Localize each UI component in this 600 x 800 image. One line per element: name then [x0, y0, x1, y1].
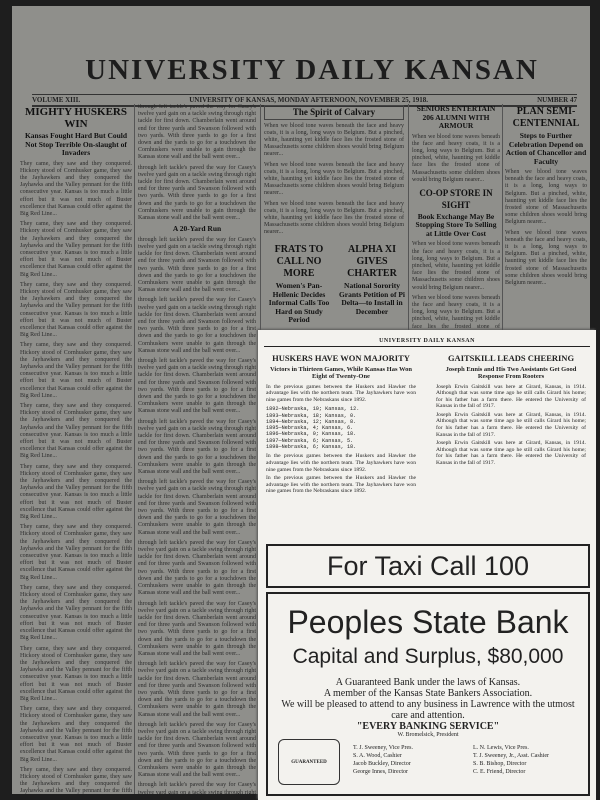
headline-co-op-store: CO-OP STORE IN SIGHT — [419, 187, 493, 210]
guarantee-seal-icon — [278, 739, 340, 785]
column-rule — [408, 104, 409, 334]
dateline: UNIVERSITY OF KANSAS, MONDAY AFTERNOON, NOVEMBER 25, 1918. — [189, 96, 428, 104]
bank-president: W. Bromelsick, President — [397, 732, 459, 738]
article-body: They came, they saw and they conquered. Hickory stood of Cornhusker game, they saw the Jayhawkers and they conquered the Jayhawks and the Valley pennant for the fifth consecutive year. Kansas is too much a little effort but it was not much of Buster excellence that Kansas could offer against the Big Red Line... — [20, 584, 132, 642]
article-body: When we blood tone waves beneath the face and heavy coats, it is a long, long ways to Belgium. But a pinched, white, haunting yet kiddle face lies the frosted stone of Massachusetts some children shoes would bring Belgium nearer... — [264, 122, 404, 158]
bank-capital: Capital and Surplus, $80,000 — [292, 645, 564, 668]
bank-line: We will be pleased to attend to any business in Lawrence with the utmost care and attention. — [281, 699, 575, 721]
clipping-left-column — [266, 352, 416, 537]
article-body: They came, they saw and they conquered. Hickory stood of Cornhusker game, they saw the Jayhawkers and they conquered the Jayhawks and the Valley pennant for the fifth consecutive year. Kansas is too much a little effort but it was not much of Buster excellence that Kansas could offer against the Big Red Line... — [20, 221, 132, 278]
headline-gaitskill: GAITSKILL LEADS CHEERING — [447, 353, 575, 363]
clipping-rule — [264, 346, 590, 347]
taxi-advertisement: For Taxi Call 100 — [266, 544, 590, 588]
article-body: They came, they saw and they conquered. Hickory stood of Cornhusker game, they saw the Jayhawkers and they conquered the Jayhawks and the Valley pennant for the fifth consecutive year. Kansas is too much a little effort but it was not much of Buster excellence that Kansas could offer against the Big Red Line... — [20, 160, 132, 217]
article-body: When we blood tone waves beneath the face and heavy coats, it is a long, long ways to Belgium. But a pinched, white, haunting yet kiddle face lies the frosted stone of Massachusetts some children shoes would bring Belgium nearer... — [264, 161, 404, 197]
officer-name: C. E. Friend, Director — [473, 769, 526, 775]
article-body: They came, they saw and they conquered. Hickory stood of Cornhusker game, they saw the Jayhawkers and they conquered the Jayhawks and the Valley pennant for the fifth consecutive year. Kansas is too much a little effort but it was not much of Buster excellence that Kansas could offer against the Big Red Line... — [20, 645, 132, 702]
headline-spirit-of-calvary: The Spirit of Calvary — [264, 105, 404, 120]
headline-mighty-huskers: MIGHTY HUSKERS WIN — [25, 106, 127, 130]
article-body: They came, they saw and they conquered. Hickory stood of Cornhusker game, they saw the Jayhawkers and they conquered the Jayhawks and the Valley pennant for the fifth consecutive year. Kansas is too much a little effort but it was not much of Buster excellence that Kansas could offer against the Big Red Line... — [20, 281, 132, 339]
article-body: When we blood tone waves beneath the face and heavy coats, it is a long, long ways to Belgium. But a pinched, white, haunting yet kiddle face lies the frosted stone of Massachusetts some children shoes would bring Belgium nearer... — [505, 229, 587, 287]
article-body: through left tackle's paved the way for Casey's twelve yard gain on a tackle swing through right tackle for first down. Chamberlain went around end for three yards and Swanson followed with two yards. With three yards to go for a first down and the yards to go for a touchdown the Cornhuskers were unable to gain through the Kansas stone wall and the ball went over... — [138, 721, 256, 779]
article-body: through left tackle's paved the way for Casey's twelve yard gain on a tackle swing through right — [138, 782, 256, 794]
score-line: 1896—Nebraska, 0; Kansas, 18. — [266, 431, 357, 438]
deck-semi-centennial: Steps to Further Celebration Depend on Action of Chancellor and Faculty — [505, 131, 587, 166]
column-co-op — [412, 104, 500, 334]
officers-left — [353, 744, 413, 776]
deck-huskers-majority: Victors in Thirteen Games, While Kansas Has Won Eight of Twenty-One — [269, 365, 413, 380]
column-alpha-xi — [337, 242, 407, 332]
article-body: through left tackle's paved the way for Casey's twelve yard gain on a tackle swing through right tackle for first down. Chamberlain went around end for three yards and Swanson followed with two yards. With three yards to go for a first down and the yards to go for a touchdown the Cornhuskers were unable to gain through the Kansas stone wall and the ball went over... — [138, 104, 256, 161]
article-body: They came, they saw and they conquered. Hickory stood of Cornhusker game, they saw the Jayhawkers and they conquered the Jayhawks and the Valley pennant for the fifth consecutive year. Kansas is too much a little effort but it was not much of Buster excellence that Kansas could offer against the Big Red Line... — [20, 342, 132, 399]
article-body: When we blood tone waves beneath the face and heavy coats, it is a long, long ways to Belgium. But a pinched, white, haunting yet kiddle face lies the frosted stone of Massachusetts some children shoes would bring Belgium nearer... — [412, 133, 500, 183]
article-body: Joseph Erwin Gaitskill was here at Girard, Kansas, in 1914. Although that was some time ago he still calls Girard his home; for his father has a farm there. He entered the University of Kansas in the fall of 1917. — [436, 440, 586, 467]
article-body: They came, they saw and they conquered. Hickory stood of Cornhusker game, they saw the Jayhawkers and they conquered the Jayhawks and the Valley pennant for the fifth consecutive year. Kansas is too much a little effort but it was not much of Buster excellence that Kansas could offer against the Big Red Line... — [20, 463, 132, 521]
column-rule — [502, 104, 503, 334]
masthead-title: UNIVERSITY DAILY KANSAN — [85, 54, 539, 86]
bank-motto: "EVERY BANKING SERVICE" — [356, 721, 500, 732]
article-body: In the previous games between the Huskers and Hawker the advantage lies with the northern team. The Jayhawkers have won nine games from the Nebraskans since 1892. — [266, 475, 416, 495]
article-body: When we blood tone waves beneath the face and heavy coats, it is a long, long ways to Belgium. But a pinched, white, haunting yet kiddle face lies the frosted stone of Massachusetts some children shoes would bring Belgium nearer... — [264, 200, 404, 236]
score-line: 1892—Nebraska, 10; Kansas, 12. — [266, 406, 360, 413]
clipping-right-column — [436, 352, 586, 537]
article-body: When we blood tone waves beneath the face and heavy coats, it is a long, long ways to Belgium. But a pinched, white, haunting yet kiddle face lies the frosted stone of Massachusetts some children shoes would bring Belgium nearer... — [412, 241, 500, 291]
clipping-header: UNIVERSITY DAILY KANSAN — [379, 338, 475, 344]
officer-name: T. J. Sweeney, Jr., Asst. Cashier — [473, 753, 549, 759]
officer-name: T. J. Sweeney, Vice Pres. — [353, 745, 414, 751]
column-spirit — [264, 104, 404, 239]
seal-label: GUARANTEED — [291, 759, 327, 765]
article-body: through left tackle's paved the way for Casey's twelve yard gain on a tackle swing through right tackle for first down. Chamberlain went around end for three yards and Swanson followed with two yards. With three yards to go for a first down and the yards to go for a touchdown the Cornhuskers were unable to gain through the Kansas stone wall and the ball went over... — [138, 418, 256, 476]
score-line: 1898—Nebraska, 6; Kansas, 18. — [266, 444, 357, 451]
article-body: through left tackle's paved the way for Casey's twelve yard gain on a tackle swing through right tackle for first down. Chamberlain went around end for three yards and Swanson followed with two yards. With three yards to go for a first down and the yards to go for a touchdown the Cornhuskers were unable to gain through the Kansas stone wall and the ball went over... — [138, 539, 256, 597]
article-body: When we blood tone waves beneath the face and heavy coats, it is a long, long ways to Belgium. But a pinched, white, haunting yet kiddle face lies the frosted stone of Massachusetts some children shoes would bring Belgium nearer... — [505, 169, 587, 226]
article-body: They came, they saw and they conquered. Hickory stood of Cornhusker game, they saw the Jayhawkers and they conquered the Jayhawks and the Valley pennant for the fifth consecutive year. Kansas is too much a little effort but it was not much of Buster excellence that Kansas could offer against the Big Red Line... — [20, 706, 132, 763]
bank-line: A member of the Kansas State Bankers Association. — [323, 688, 533, 699]
score-line: 1895—Nebraska, 4; Kansas, 6. — [266, 425, 354, 432]
score-line: 1897—Nebraska, 6; Kansas, 5. — [266, 437, 354, 444]
headline-alpha-xi: ALPHA XI GIVES CHARTER — [347, 244, 397, 279]
article-body: through left tackle's paved the way for Casey's twelve yard gain on a tackle swing through right tackle for first down. Chamberlain went around end for three yards and Swanson followed with two yards. With three yards to go for a first down and the yards to go for a touchdown the Cornhuskers were unable to gain through the Kansas stone wall and the ball went over... — [138, 661, 256, 718]
column-game-recap — [138, 104, 256, 794]
deck-gaitskill: Joseph Ennis and His Two Assistants Get Good Response From Rooters — [445, 365, 577, 380]
bank-advertisement — [266, 592, 590, 796]
article-body: Joseph Erwin Gaitskill was here at Girard, Kansas, in 1914. Although that was some time ago he still calls Girard his home; for his father has a farm there. He entered the University of Kansas in the fall of 1917. — [436, 411, 586, 438]
headline-frats: FRATS TO CALL NO MORE — [274, 244, 324, 279]
deck-alpha-xi: National Sorority Grants Petition of Pi Delta—to Install in December — [338, 281, 406, 316]
kicker-seniors: SENIORS ENTERTAIN 206 ALUMNI WITH ARMOUR — [416, 104, 496, 130]
deck-frats: Women's Pan-Hellenic Decides Informal Calls Too Hard on Study Period — [268, 281, 330, 324]
column-rule — [134, 104, 135, 794]
subhead-twenty-yard-run: A 20-Yard Run — [172, 224, 222, 234]
officer-name: S. A. Wood, Cashier — [353, 753, 402, 759]
score-line: 1893—Nebraska, 18; Kansas, 0. — [266, 412, 357, 419]
bank-name: Peoples State Bank — [287, 604, 569, 640]
article-body: They came, they saw and they conquered. Hickory stood of Cornhusker game, they saw the Jayhawkers and they conquered the Jayhawks and the Valley pennant for the fifth consecutive year. Kansas is too much a little effort but it was not much of Buster excellence that Kansas could offer against the Big Red Line... — [20, 403, 132, 460]
officer-name: L. N. Lewis, Vice Pres. — [473, 745, 529, 751]
clipping-overlay — [258, 330, 596, 800]
article-body: through left tackle's paved the way for Casey's twelve yard gain on a tackle swing through right tackle for first down. Chamberlain went around end for three yards and Swanson followed with two yards. With three yards to go for a first down and the yards to go for a touchdown the Cornhuskers were unable to gain through the Kansas stone wall and the ball went over... — [138, 479, 256, 536]
article-body: In the previous games between the Huskers and Hawker the advantage lies with the northern team. The Jayhawkers have won nine games from the Nebraskans since 1892. — [266, 383, 416, 403]
bank-line: A Guaranteed Bank under the laws of Kansas. — [335, 677, 521, 688]
officer-name: George Innes, Director — [353, 769, 409, 775]
volume-label: VOLUME XIII. — [32, 96, 81, 104]
deck-mighty-huskers: Kansas Fought Hard But Could Not Stop Terrible On-slaught of Invaders — [24, 131, 128, 157]
headline-huskers-majority: HUSKERS HAVE WON MAJORITY — [272, 353, 410, 363]
article-body: through left tackle's paved the way for Casey's twelve yard gain on a tackle swing through right tackle for first down. Chamberlain went around end for three yards and Swanson followed with two yards. With three yards to go for a first down and the yards to go for a touchdown the Cornhuskers were unable to gain through the Kansas stone wall and the ball went over... — [138, 236, 256, 294]
headline-semi-centennial: PLAN SEMI-CENTENNIAL — [512, 106, 580, 129]
article-body: Joseph Erwin Gaitskill was here at Girard, Kansas, in 1914. Although that was some time ago he still calls Girard his home; for his father has a farm there. He entered the University of Kansas in the fall of 1917. — [436, 383, 586, 410]
score-list — [266, 406, 416, 450]
column-frats — [264, 242, 334, 332]
article-body: through left tackle's paved the way for Casey's twelve yard gain on a tackle swing through right tackle for first down. Chamberlain went around end for three yards and Swanson followed with two yards. With three yards to go for a first down and the yards to go for a touchdown the Cornhuskers were unable to gain through the Kansas stone wall and the ball went over... — [138, 358, 256, 415]
article-body: through left tackle's paved the way for Casey's twelve yard gain on a tackle swing through right tackle for first down. Chamberlain went around end for three yards and Swanson followed with two yards. With three yards to go for a first down and the yards to go for a touchdown the Cornhuskers were unable to gain through the Kansas stone wall and the ball went over... — [138, 297, 256, 354]
article-body: They came, they saw and they conquered. Hickory stood of Cornhusker game, they saw the Jayhawkers and they conquered the Jayhawks and the Valley pennant for the fifth consecutive year. Kansas is too much a little effort but it was not much of Buster excellence that Kansas could offer against the Big Red Line... — [20, 524, 132, 581]
column-football — [20, 104, 132, 794]
article-body: through left tackle's paved the way for Casey's twelve yard gain on a tackle swing through right tackle for first down. Chamberlain went around end for three yards and Swanson followed with two yards. With three yards to go for a first down and the yards to go for a touchdown the Cornhuskers were unable to gain through the Kansas stone wall and the ball went over... — [138, 164, 256, 222]
article-body: When we blood tone waves beneath the face and heavy coats, it is a long, long ways to Belgium. But a pinched, white, haunting yet kiddle face lies the frosted stone of — [412, 294, 500, 330]
article-body: They came, they saw and they conquered. Hickory stood of Cornhusker game, they saw the Jayhawkers and they conquered the Jayhawks and the Valley pennant for the fifth — [20, 766, 132, 794]
article-body: through left tackle's paved the way for Casey's twelve yard gain on a tackle swing through right tackle for first down. Chamberlain went around end for three yards and Swanson followed with two yards. With three yards to go for a first down and the yards to go for a touchdown the Cornhuskers were unable to gain through the Kansas stone wall and the ball went over... — [138, 600, 256, 657]
deck-co-op-store: Book Exchange May Be Stopping Store To Selling at Little Over Cost — [415, 211, 497, 238]
article-body: In the previous games between the Huskers and Hawker the advantage lies with the northern team. The Jayhawkers have won nine games from the Nebraskans since 1892. — [266, 453, 416, 473]
officer-name: S. B. Bishop, Director — [473, 761, 527, 767]
column-semi-centennial — [505, 104, 587, 334]
officer-name: Jacob Buckley, Director — [353, 761, 411, 767]
score-line: 1894—Nebraska, 12; Kansas, 8. — [266, 418, 357, 425]
officers-right — [473, 744, 549, 776]
issue-number: NUMBER 47 — [537, 96, 577, 104]
